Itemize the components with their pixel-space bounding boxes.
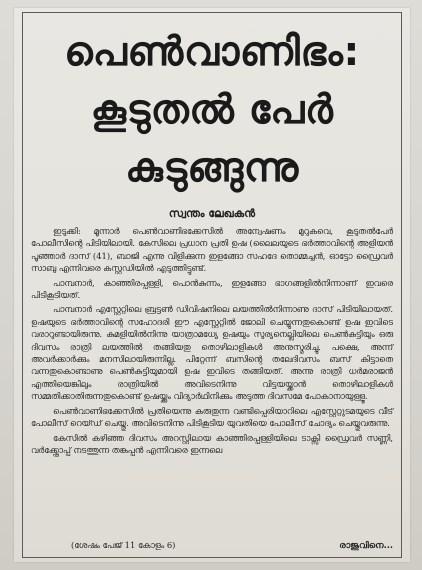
article-footer [31,540,393,551]
paragraph: ഇടുക്കി: മൂന്നാർ പെൺവാണിഭക്കേസിൽ അന്വേഷണം മുറുകവെ, കൂടുതൽപേർ പോലീസിന്റെ പിടിയിലായി. കേസിലെ പ്രധാന പ്രതി ഉഷ (ലൈലയുടെ ഭർത്താവിന്റെ അളിയൻ പൂഞ്ഞാർ ദാസ് (41), ബാജി എന്നു വിളിക്കുന്ന ഇളങ്ങോ സഹദേ തൊമ്മച്ചൻ, ഓട്ടോ ഡ്രൈവർ സാബു എന്നിവരെ കസ്റ്റഡിയിൽ എടുത്തിട്ടുണ്ട്. [31,226,393,274]
continued-text: രാജുവിനെ... [339,540,393,551]
headline-line-3: കുടുങ്ങുന്നു [125,145,299,191]
article-frame [22,12,402,558]
article-body [23,225,401,456]
paragraph: പാമ്പനാർ എസ്റ്റേറ്റിലെ ബ്രട്ടൺ ഡിവിഷനിലെ ലയത്തിൽനിന്നാണു ദാസ് പിടിയിലായത്. ഉഷയുടെ ഭർത്താവിന്റെ സഹോദരി ഈ എസ്റ്റേറ്റിൽ ജോലി ചെയ്യുന്നതുകൊണ്ട് ഉഷ ഇവിടെ വരാറുണ്ടായിരുന്നു. കുമളിയിൽനിന്നു യാത്രാമധ്യേ ഉഷയും സുര്യനെല്ലിയിലെ പെൺകുട്ടിയും ഒരു ദിവസം രാത്രി ലയത്തിൽ തങ്ങിയതു തൊഴിലാളികൾ അനുസ്മരിച്ചു. പക്ഷെ, അന്ന് അവർക്കാർക്കും മനസിലായിരുന്നില്ല. പിറ്റേന്ന് ബസിന്റെ തലേദിവസം ബസ് കിട്ടാതെ വന്നതുകൊണ്ടാണു പെൺകുട്ടിയുമായി ഉഷ ഇവിടെ തങ്ങിയത്. അന്നു രാത്രി ധർമരാജൻ എത്തിയെങ്കിലും രാത്രിയിൽ അവിടെനിന്നു വിട്ടയയ്ക്കാൻ തൊഴിലാളികൾ സമ്മതിക്കാതിരുന്നതുകൊണ്ട് ഉഷയ്ക്കും വിദ്യാർഥിനിക്കും അടുത്ത ദിവസമേ പോകാനായുള്ളൂ. [31,304,393,402]
headline [23,23,401,197]
paragraph: കേസിൽ കഴിഞ്ഞ ദിവസം അറസ്റ്റിലായ കാഞ്ഞിരപ്പള്ളിയിലെ ടാക്സി ഡ്രൈവർ സണ്ണി, വർക്ക്ഷോപ്പ് നടത്തുന്ന തങ്കപ്പൻ എന്നിവരെ ഇന്നലെ [31,432,393,455]
headline-line-1: പെൺവാണിഭം: [64,29,360,75]
continuation-note: (ശേഷം പേജ് 11 കോളം 6) [71,540,176,550]
paragraph: പാമ്പനാർ, കാഞ്ഞിരപ്പള്ളി, പൊൻകുന്നം, ഇളങ്ങോ ഭാഗങ്ങളിൽനിന്നാണ് ഇവരെ പിടികൂടിയത്. [31,277,393,301]
headline-line-2: കൂടുതൽ പേർ [90,87,334,133]
newspaper-clipping [14,8,410,562]
paragraph: പെൺവാണിഭക്കേസിൽ പ്രതിയെന്നു കരുതുന്ന വണ്ടിപ്പെരിയാറിലെ എസ്റ്റേറ്റുടമയുടെ വീട് പോലീസ് റെയ്ഡ് ചെയ്തു. അവിടെനിന്നു പിടികൂടിയ യുവതിയെ പോലീസ് ചോദ്യം ചെയ്തുവരുന്നു. [31,405,393,429]
byline: സ്വന്തം ലേഖകൻ [168,207,256,220]
